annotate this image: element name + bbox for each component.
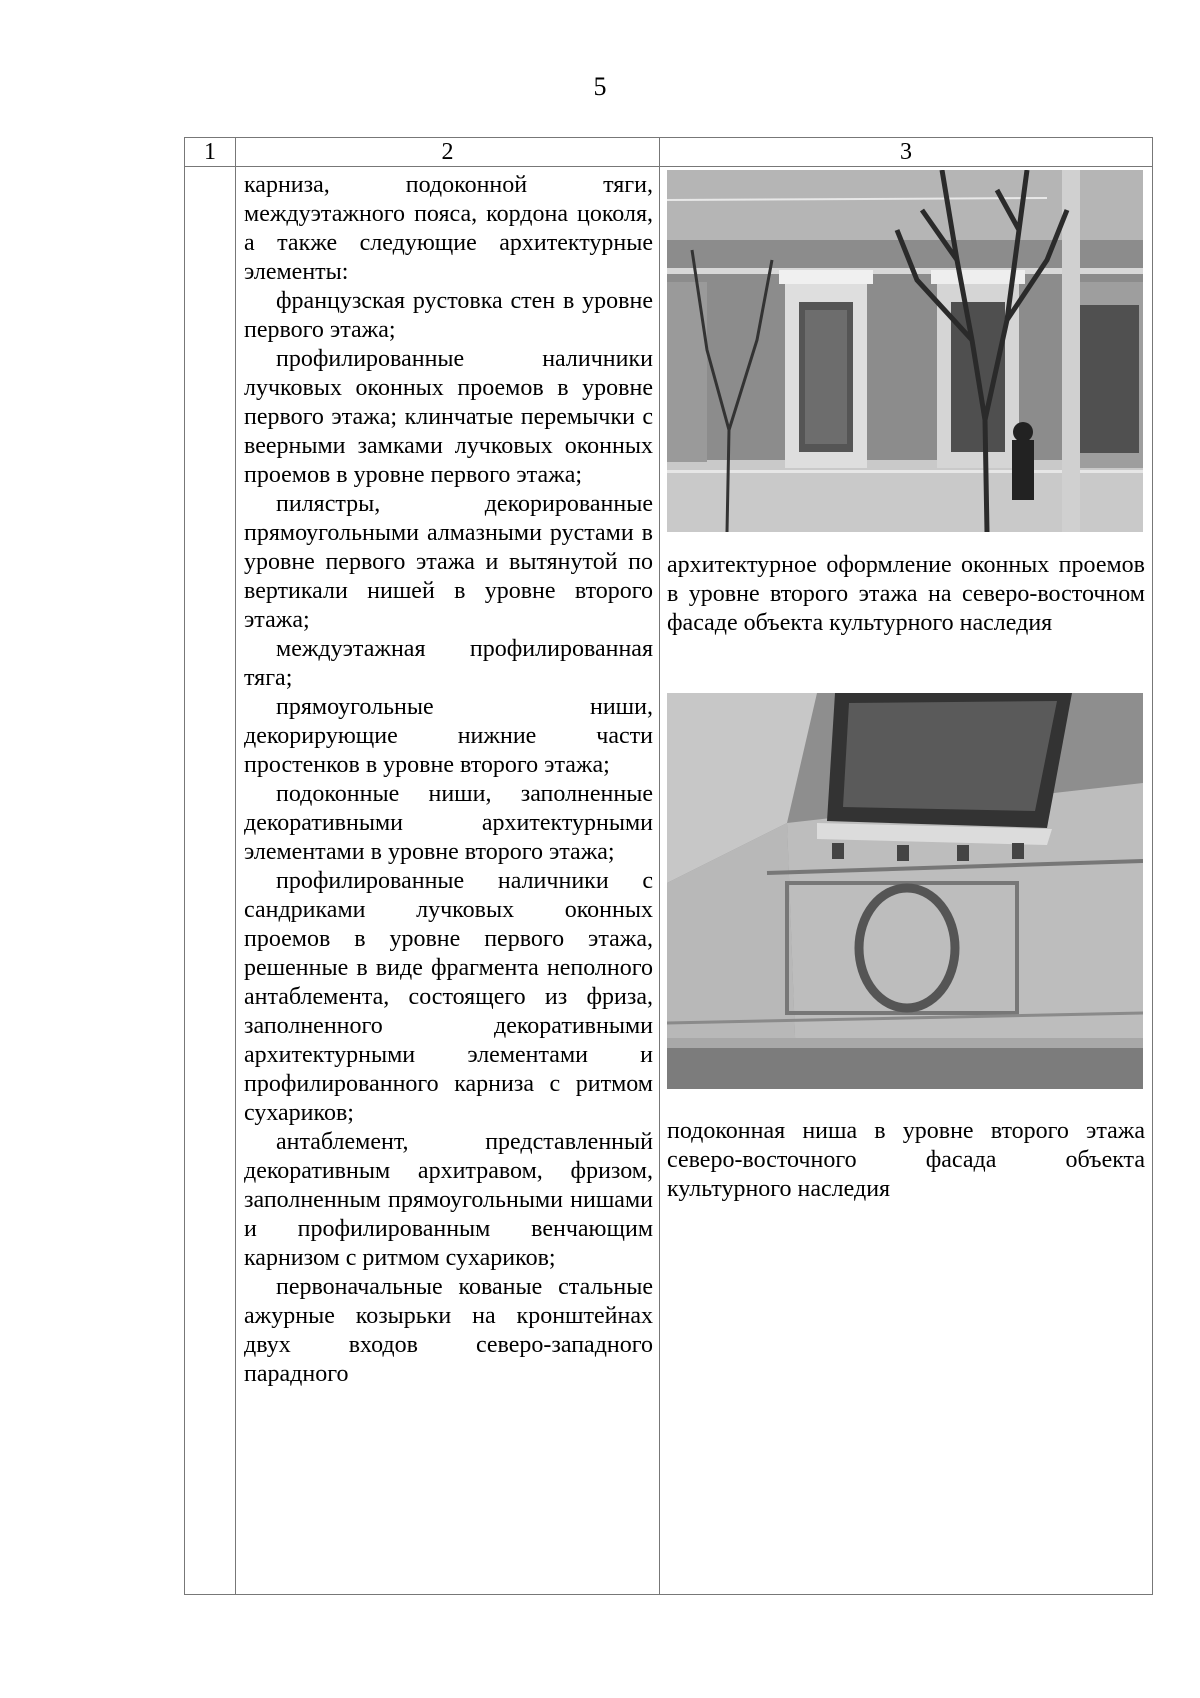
col-2-paragraph: первоначальные кованые стальные ажурные козырьки на кронштейнах двух входов северо-западного парадного	[244, 1274, 653, 1387]
col-2-paragraph: профилированные наличники с сандриками лучковых оконных проемов в уровне первого этажа, решенные в виде фрагмента неполного антаблемента, состоящего из фриза, заполненного декоративными архитектурными элементами и профилированного карниза с ритмом сухариков;	[244, 868, 653, 1126]
photo2-caption: подоконная ниша в уровне второго этажа северо-восточного фасада объекта культурного наследия	[667, 1118, 1145, 1202]
col-2-paragraph: прямоугольные ниши, декорирующие нижние части простенков в уровне второго этажа;	[244, 694, 653, 778]
table-body-row	[185, 167, 1153, 1595]
heritage-table	[184, 137, 1153, 1595]
col-2-paragraph: карниза, подоконной тяги, междуэтажного пояса, кордона цоколя, а также следующие архитектурные элементы:	[244, 172, 653, 285]
col-2-paragraph: подоконные ниши, заполненные декоративными архитектурными элементами в уровне второго этажа;	[244, 781, 653, 865]
col-2-paragraph: пилястры, декорированные прямоугольными алмазными рустами в уровне первого этажа и вытянутой по вертикали нишей в уровне второго этажа;	[244, 491, 653, 633]
header-col-3: 3	[660, 138, 1153, 167]
header-col-1: 1	[185, 138, 236, 167]
window-niche-photo	[667, 693, 1143, 1089]
col-2-paragraph: профилированные наличники лучковых оконных проемов в уровне первого этажа; клинчатые перемычки с веерными замками лучковых оконных проемов в уровне первого этажа;	[244, 346, 653, 488]
col-2-paragraph: французская рустовка стен в уровне первого этажа;	[244, 288, 653, 343]
col-1-cell	[185, 167, 236, 1595]
header-col-2: 2	[236, 138, 660, 167]
col-2-cell	[236, 167, 660, 1595]
col-2-text	[236, 167, 659, 1389]
photo1-caption: архитектурное оформление оконных проемов в уровне второго этажа на северо-восточном фасаде объекта культурного наследия	[667, 552, 1145, 636]
facade-window-photo	[667, 170, 1143, 532]
page-number: 5	[593, 72, 607, 101]
col-2-paragraph: антаблемент, представленный декоративным архитравом, фризом, заполненным прямоугольными нишами и профилированным венчающим карнизом с ритмом сухариков;	[244, 1129, 653, 1271]
col-3-cell	[660, 167, 1153, 1595]
table-header-row	[185, 138, 1153, 167]
col-2-paragraph: междуэтажная профилированная тяга;	[244, 636, 653, 691]
